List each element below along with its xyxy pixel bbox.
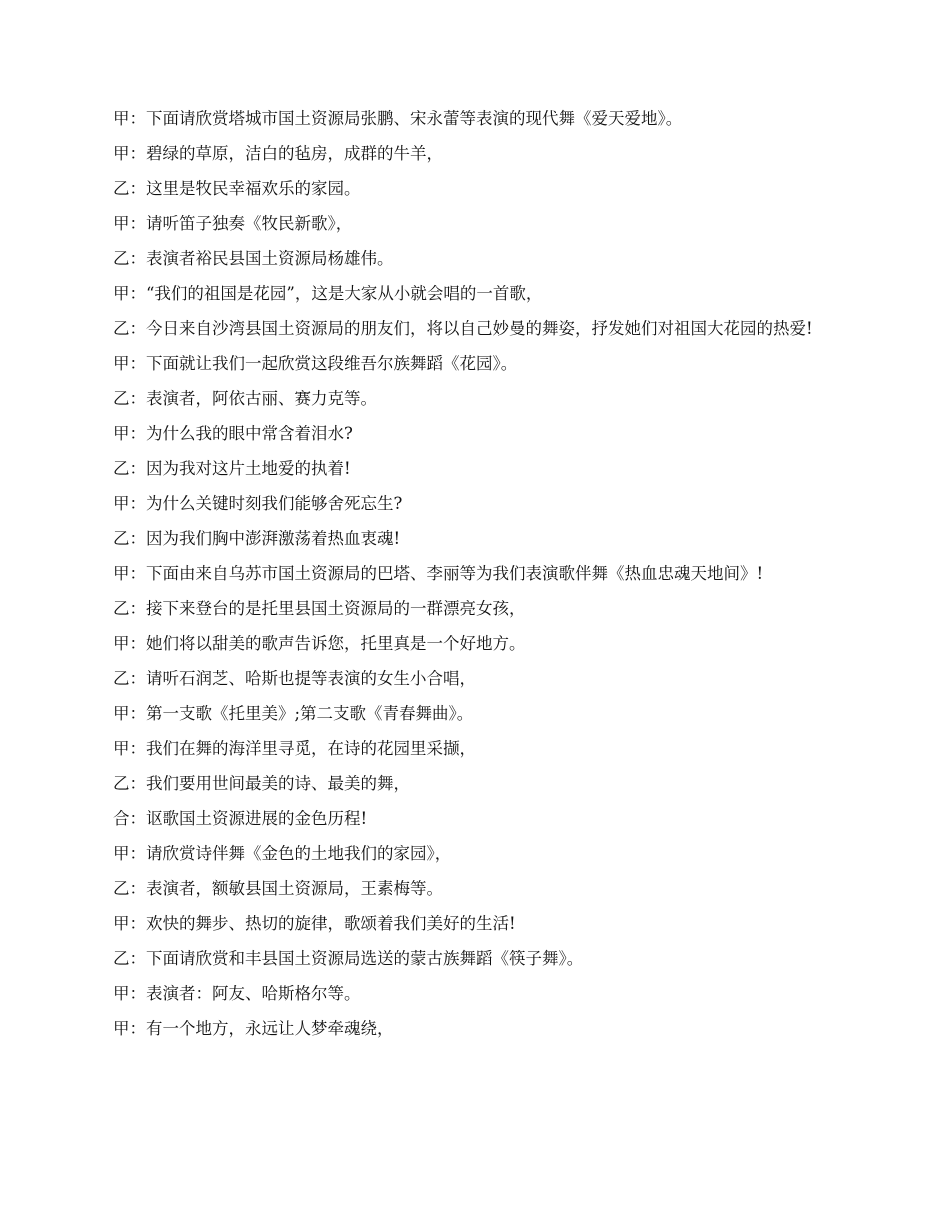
script-line: 乙：请听石润芝、哈斯也提等表演的女生小合唱， xyxy=(113,669,476,688)
script-line: 乙：表演者，阿依古丽、赛力克等。 xyxy=(113,389,377,408)
script-line: 甲：欢快的舞步、热切的旋律，歌颂着我们美好的生活! xyxy=(113,914,516,933)
script-line: 乙：表演者裕民县国土资源局杨雄伟。 xyxy=(113,249,394,268)
script-line: 甲：为什么关键时刻我们能够舍死忘生? xyxy=(113,494,403,513)
script-line: 甲：第一支歌《托里美》;第二支歌《青春舞曲》。 xyxy=(113,704,474,723)
script-line: 乙：表演者，额敏县国土资源局，王素梅等。 xyxy=(113,879,443,898)
script-line: 甲：下面请欣赏塔城市国土资源局张鹏、宋永蕾等表演的现代舞《爱天爱地》。 xyxy=(113,109,683,128)
script-line: 甲：她们将以甜美的歌声告诉您，托里真是一个好地方。 xyxy=(113,634,526,653)
script-line: 乙：因为我们胸中澎湃激荡着热血衷魂! xyxy=(113,529,401,548)
script-line: 乙：今日来自沙湾县国土资源局的朋友们，将以自己妙曼的舞姿，抒发她们对祖国大花园的热爱! xyxy=(113,319,813,338)
script-line: 甲：下面就让我们一起欣赏这段维吾尔族舞蹈《花园》。 xyxy=(113,354,518,373)
script-line: 甲：我们在舞的海洋里寻觅，在诗的花园里采撷， xyxy=(113,739,476,758)
script-line: 乙：我们要用世间最美的诗、最美的舞， xyxy=(113,774,410,793)
script-line: 甲：有一个地方，永远让人梦牵魂绕， xyxy=(113,1019,394,1038)
script-line: 甲：下面由来自乌苏市国土资源局的巴塔、李丽等为我们表演歌伴舞《热血忠魂天地间》! xyxy=(113,564,764,583)
script-line: 乙：因为我对这片土地爱的执着! xyxy=(113,459,351,478)
script-line: 甲：为什么我的眼中常含着泪水? xyxy=(113,424,353,443)
script-line: 乙：下面请欣赏和丰县国土资源局选送的蒙古族舞蹈《筷子舞》。 xyxy=(113,949,584,968)
script-line: 甲：“我们的祖国是花园”，这是大家从小就会唱的一首歌， xyxy=(113,284,543,303)
script-line: 合：讴歌国土资源进展的金色历程! xyxy=(113,809,368,828)
script-line: 甲：碧绿的草原，洁白的毡房，成群的牛羊， xyxy=(113,144,443,163)
script-line: 甲：表演者：阿友、哈斯格尔等。 xyxy=(113,984,361,1003)
script-body xyxy=(113,108,841,1053)
script-line: 乙：接下来登台的是托里县国土资源局的一群漂亮女孩， xyxy=(113,599,526,618)
script-line: 甲：请听笛子独奏《牧民新歌》， xyxy=(113,214,353,233)
script-line: 乙：这里是牧民幸福欢乐的家园。 xyxy=(113,179,361,198)
script-line: 甲：请欣赏诗伴舞《金色的土地我们的家园》， xyxy=(113,844,452,863)
